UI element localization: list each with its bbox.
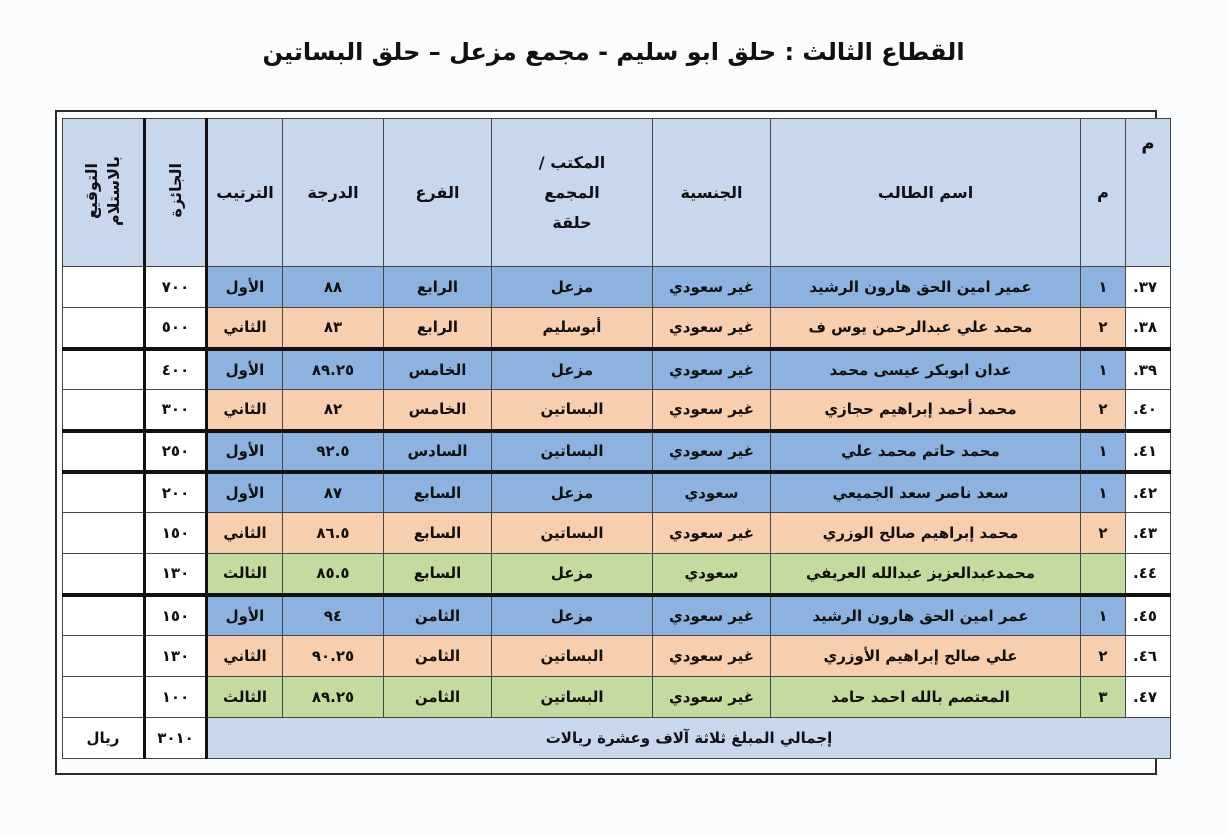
row-seq: ٢: [1081, 308, 1126, 349]
prize: ١٠٠: [145, 677, 207, 718]
rank: الأول: [207, 595, 283, 636]
student-name: محمد أحمد إبراهيم حجازي: [771, 390, 1081, 431]
rank: الثالث: [207, 554, 283, 595]
branch: الثامن: [384, 636, 492, 677]
student-name: علي صالح إبراهيم الأوزري: [771, 636, 1081, 677]
row-index: ٤٦.: [1126, 636, 1171, 677]
nationality: غير سعودي: [653, 431, 771, 472]
nationality: غير سعودي: [653, 677, 771, 718]
grade: ٨٦.٥: [283, 513, 384, 554]
rank: الأول: [207, 431, 283, 472]
nationality: سعودي: [653, 472, 771, 513]
nationality: غير سعودي: [653, 595, 771, 636]
office: مزعل: [492, 554, 653, 595]
signature-cell: [63, 431, 145, 472]
prize: ٢٠٠: [145, 472, 207, 513]
student-name: عمير امين الحق هارون الرشيد: [771, 267, 1081, 308]
prize: ٢٥٠: [145, 431, 207, 472]
header-index: م: [1126, 119, 1171, 267]
prize: ١٥٠: [145, 595, 207, 636]
rank: الثاني: [207, 308, 283, 349]
branch: السابع: [384, 513, 492, 554]
signature-cell: [63, 636, 145, 677]
rank: الثاني: [207, 636, 283, 677]
header-grade: الدرجة: [283, 119, 384, 267]
grade: ٨٢: [283, 390, 384, 431]
table-row: [63, 472, 1171, 513]
row-seq: [1081, 554, 1126, 595]
table-row: [63, 595, 1171, 636]
grade: ٩٠.٢٥: [283, 636, 384, 677]
rank: الثالث: [207, 677, 283, 718]
signature-cell: [63, 267, 145, 308]
table-row: [63, 636, 1171, 677]
header-prize-label: الجائزة: [165, 163, 185, 218]
row-index: ٣٧.: [1126, 267, 1171, 308]
table-row: [63, 513, 1171, 554]
student-name: محمدعبدالعزيز عبدالله العريفي: [771, 554, 1081, 595]
header-prize: [145, 119, 207, 267]
office: البساتين: [492, 390, 653, 431]
header-office-label: المكتب / المجمع حلقة: [538, 152, 606, 232]
office: مزعل: [492, 595, 653, 636]
prize: ٤٠٠: [145, 349, 207, 390]
rank: الثاني: [207, 513, 283, 554]
student-name: محمد علي عبدالرحمن يوس ف: [771, 308, 1081, 349]
student-name: عمر امين الحق هارون الرشيد: [771, 595, 1081, 636]
row-seq: ١: [1081, 595, 1126, 636]
signature-cell: [63, 554, 145, 595]
prize-table: [62, 118, 1171, 759]
rank: الأول: [207, 472, 283, 513]
prize: ١٣٠: [145, 636, 207, 677]
office: أبوسليم: [492, 308, 653, 349]
signature-cell: [63, 677, 145, 718]
header-student-name: اسم الطالب: [771, 119, 1081, 267]
total-amount: ٣٠١٠: [145, 718, 207, 759]
nationality: غير سعودي: [653, 636, 771, 677]
row-seq: ١: [1081, 267, 1126, 308]
table-row: [63, 554, 1171, 595]
table-row: [63, 267, 1171, 308]
table-row: [63, 677, 1171, 718]
nationality: غير سعودي: [653, 308, 771, 349]
prize: ٧٠٠: [145, 267, 207, 308]
prize: ١٣٠: [145, 554, 207, 595]
header-signature-label: التوقيع بالاستلام: [82, 155, 123, 226]
row-seq: ٢: [1081, 390, 1126, 431]
branch: الثامن: [384, 677, 492, 718]
table-row: [63, 431, 1171, 472]
total-text: إجمالي المبلغ ثلاثة آلاف وعشرة ريالات: [207, 718, 1171, 759]
row-index: ٤٠.: [1126, 390, 1171, 431]
header-office: [492, 119, 653, 267]
header-signature: [63, 119, 145, 267]
office: مزعل: [492, 349, 653, 390]
row-seq: ١: [1081, 431, 1126, 472]
signature-cell: [63, 513, 145, 554]
student-name: عدان ابوبكر عيسى محمد: [771, 349, 1081, 390]
signature-cell: [63, 595, 145, 636]
nationality: غير سعودي: [653, 349, 771, 390]
nationality: غير سعودي: [653, 390, 771, 431]
rank: الثاني: [207, 390, 283, 431]
grade: ٨٧: [283, 472, 384, 513]
signature-cell: [63, 472, 145, 513]
page-title: القطاع الثالث : حلق ابو سليم - مجمع مزعل – حلق البساتين: [262, 38, 965, 66]
row-index: ٤٥.: [1126, 595, 1171, 636]
nationality: غير سعودي: [653, 267, 771, 308]
branch: الخامس: [384, 390, 492, 431]
office: البساتين: [492, 636, 653, 677]
row-index: ٤٣.: [1126, 513, 1171, 554]
grade: ٨٩.٢٥: [283, 677, 384, 718]
row-index: ٤٧.: [1126, 677, 1171, 718]
row-seq: ١: [1081, 472, 1126, 513]
table-row: [63, 349, 1171, 390]
student-name: محمد إبراهيم صالح الوزري: [771, 513, 1081, 554]
grade: ٩٢.٥: [283, 431, 384, 472]
header-branch: الفرع: [384, 119, 492, 267]
branch: الرابع: [384, 308, 492, 349]
nationality: غير سعودي: [653, 513, 771, 554]
grade: ٩٤: [283, 595, 384, 636]
branch: الخامس: [384, 349, 492, 390]
table-row: [63, 308, 1171, 349]
row-index: ٤٤.: [1126, 554, 1171, 595]
row-index: ٣٨.: [1126, 308, 1171, 349]
student-name: محمد حاتم محمد علي: [771, 431, 1081, 472]
grade: ٨٩.٢٥: [283, 349, 384, 390]
row-seq: ١: [1081, 349, 1126, 390]
rank: الأول: [207, 267, 283, 308]
header-rank: الترتيب: [207, 119, 283, 267]
grade: ٨٥.٥: [283, 554, 384, 595]
row-seq: ٢: [1081, 636, 1126, 677]
row-index: ٤٢.: [1126, 472, 1171, 513]
signature-cell: [63, 390, 145, 431]
branch: السابع: [384, 472, 492, 513]
office: البساتين: [492, 513, 653, 554]
table-row: [63, 390, 1171, 431]
office: البساتين: [492, 431, 653, 472]
branch: الرابع: [384, 267, 492, 308]
nationality: سعودي: [653, 554, 771, 595]
student-name: المعتصم بالله احمد حامد: [771, 677, 1081, 718]
row-seq: ٣: [1081, 677, 1126, 718]
grade: ٨٣: [283, 308, 384, 349]
row-index: ٣٩.: [1126, 349, 1171, 390]
office: مزعل: [492, 472, 653, 513]
rank: الأول: [207, 349, 283, 390]
row-seq: ٢: [1081, 513, 1126, 554]
office: مزعل: [492, 267, 653, 308]
prize: ٥٠٠: [145, 308, 207, 349]
header-nationality: الجنسية: [653, 119, 771, 267]
branch: السابع: [384, 554, 492, 595]
header-seq: م: [1081, 119, 1126, 267]
branch: السادس: [384, 431, 492, 472]
total-currency: ريال: [63, 718, 145, 759]
student-name: سعد ناصر سعد الجميعي: [771, 472, 1081, 513]
row-index: ٤١.: [1126, 431, 1171, 472]
branch: الثامن: [384, 595, 492, 636]
signature-cell: [63, 308, 145, 349]
grade: ٨٨: [283, 267, 384, 308]
signature-cell: [63, 349, 145, 390]
prize: ٣٠٠: [145, 390, 207, 431]
office: البساتين: [492, 677, 653, 718]
prize: ١٥٠: [145, 513, 207, 554]
